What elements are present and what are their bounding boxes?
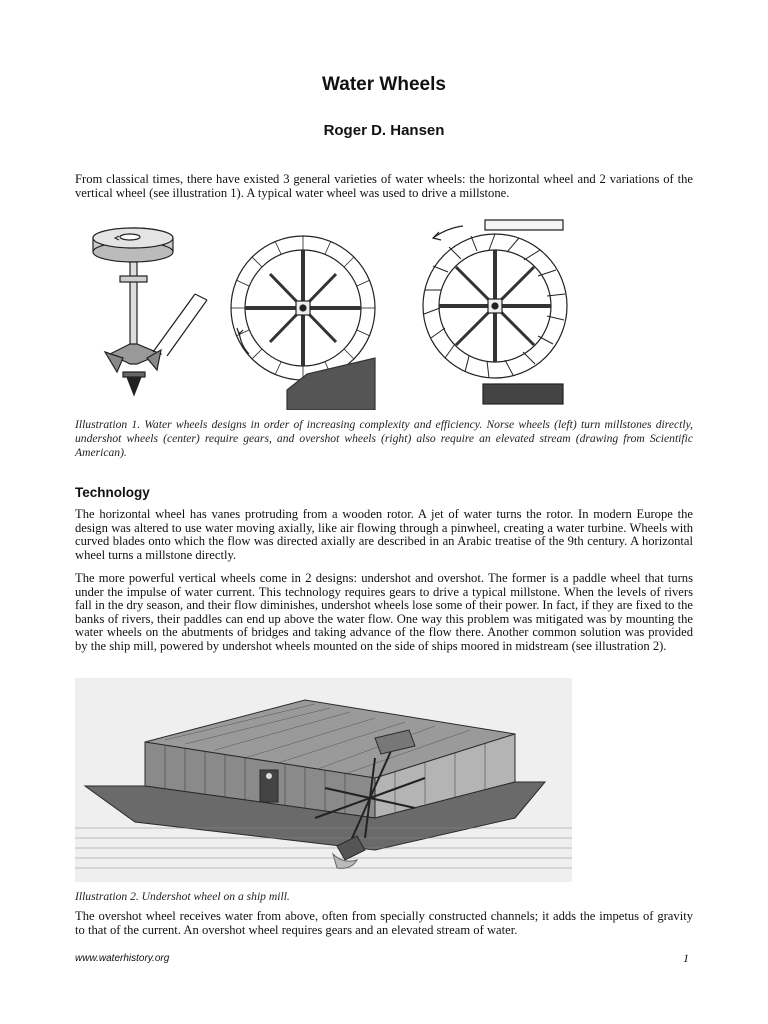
norse-horizontal-wheel-drawing [93,228,207,395]
footer-page-number: 1 [683,951,689,965]
section-heading-technology: Technology [75,485,150,500]
technology-paragraph-3: The overshot wheel receives water from above, often from specially constructed channels; it adds the impetus of gravity to that of the current. An overshot wheel requires gears and an elevated stream of water. [75,909,693,937]
illustration-2-ship-mill-figure [75,678,572,882]
illustration-1-water-wheels-figure [75,214,575,410]
undershot-wheel-drawing [231,236,375,410]
intro-paragraph: From classical times, there have existed 3 general varieties of water wheels: the horizontal wheel and 2 variations of the vertical wheel (see illustration 1). A typical water wheel was used to drive a millstone. [75,172,693,200]
illustration-2-caption: Illustration 2. Undershot wheel on a ship mill. [75,890,290,903]
technology-paragraph-1: The horizontal wheel has vanes protruding from a wooden rotor. A jet of water turns the rotor. In modern Europe the design was altered to use water moving axially, like air flowing through a pinwheel, creating a water turbine. Wheels with curved blades onto which the flow was directed axially are described in an Arabic treatise of the 9th century. A horizontal wheel turns a millstone directly. [75,507,693,562]
document-title: Water Wheels [322,74,446,95]
footer-website-url: www.waterhistory.org [75,953,170,964]
overshot-wheel-drawing [423,220,567,404]
illustration-1-caption: Illustration 1. Water wheels designs in order of increasing complexity and efficiency. Norse wheels (left) turn millstones directly, undershot wheels (center) require gears, and overshot wheels (right) also require an elevated stream (drawing from Scientific American). [75,418,693,459]
author-name: Roger D. Hansen [323,122,445,139]
technology-paragraph-2: The more powerful vertical wheels come in 2 designs: undershot and overshot. The former is a paddle wheel that turns under the impulse of water current. This technology requires gears to drive a typical millstone. When the levels of rivers fall in the dry season, and their flow diminishes, undershot wheels lose some of their power. In fact, if they are fixed to the banks of rivers, their paddles can end up above the water flow. One way this problem was mitigated was by mounting the water wheels on the abutments of bridges and taking advance of the flow there. Another common solution was provided by the ship mill, powered by undershot wheels mounted on the side of ships moored in midstream (see illustration 2). [75,571,693,653]
